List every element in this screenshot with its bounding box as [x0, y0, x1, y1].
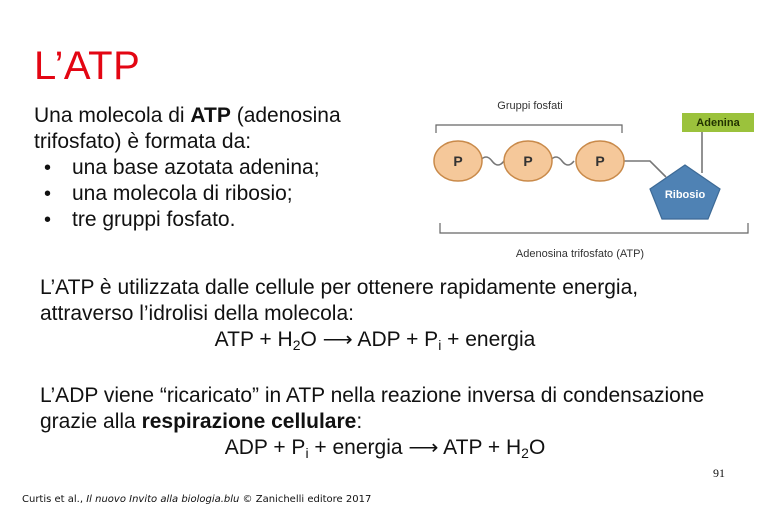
component-list: [34, 155, 424, 233]
intro-text: [34, 103, 424, 233]
phosphate-bond: [480, 157, 504, 165]
svg-text:Adenina: Adenina: [696, 117, 740, 129]
phosphate-group: [434, 141, 482, 181]
atp-bold: ATP: [190, 104, 231, 127]
condensation-text: L’ADP viene “ricaricato” in ATP nella reazione inversa di condensazione grazie alla respirazione cellulare:: [40, 384, 705, 433]
phosphate-bond: [550, 157, 574, 165]
molecule-label: Adenosina trifosfato (ATP): [515, 248, 645, 260]
intro-sentence: Una molecola di ATP (adenosina trifosfato) è formata da:: [34, 104, 341, 153]
svg-text:P: P: [453, 153, 463, 169]
page-number: 91: [713, 466, 725, 480]
svg-text:P: P: [595, 153, 605, 169]
slide-title: L’ATP: [34, 44, 141, 88]
molecule-bracket: [440, 223, 748, 233]
hydrolysis-text: L’ATP è utilizzata dalle cellule per ottenere rapidamente energia, attraverso l’idrolisi della molecola:: [40, 276, 639, 325]
hydrolysis-equation: ATP + $H_2O$ ⟶ ADP + $P_i$ + energia: [214, 328, 536, 353]
adenine-box: [682, 113, 754, 132]
atp-diagram: [430, 95, 760, 265]
list-item: • tre gruppi fosfato.: [34, 207, 424, 233]
credit-line: Curtis et al., Il nuovo Invito alla biologia.blu © Zanichelli editore 2017: [22, 494, 372, 505]
phosphate-group: [576, 141, 624, 181]
svg-text:P: P: [523, 153, 533, 169]
list-item: • una molecola di ribosio;: [34, 181, 424, 207]
ribose-pentagon: [650, 165, 720, 219]
ribose-link: [624, 161, 666, 177]
list-item: • una base azotata adenina;: [34, 155, 424, 181]
phosphate-bracket: [436, 125, 622, 133]
condensation-paragraph: [40, 383, 730, 461]
svg-text:Ribosio: Ribosio: [664, 189, 706, 201]
phosphate-group: [504, 141, 552, 181]
respiration-bold: respirazione cellulare: [141, 410, 357, 433]
hydrolysis-paragraph: [40, 275, 730, 353]
phosphate-groups-label: Gruppi fosfati: [497, 100, 563, 112]
condensation-equation: ADP + $P_i$ + energia ⟶ ATP + $H_2O$: [224, 436, 546, 461]
